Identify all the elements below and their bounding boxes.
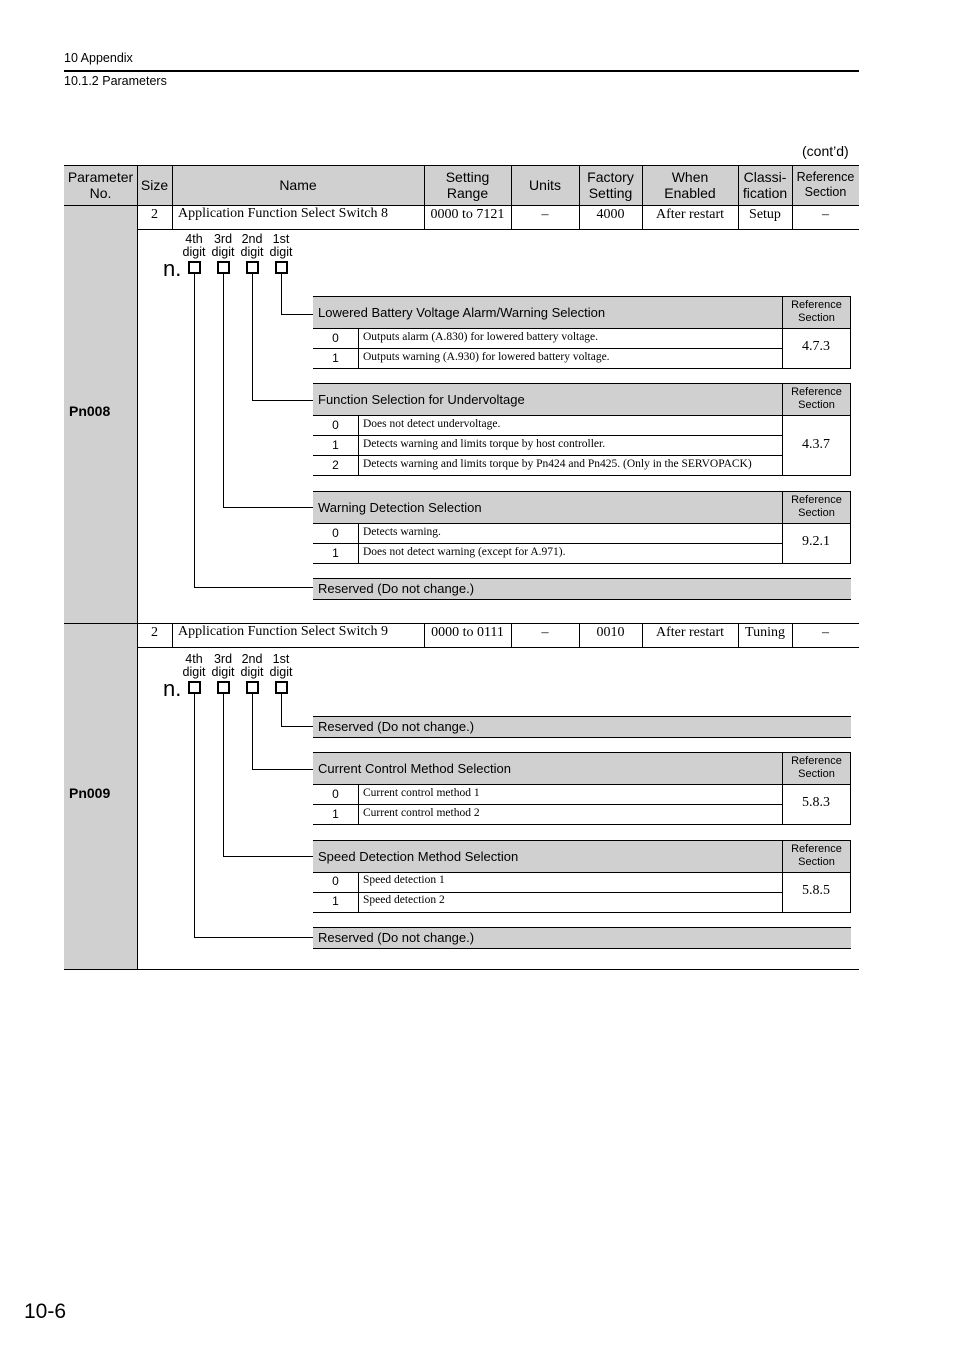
pn009-s2-title: Current Control Method Selection	[313, 752, 782, 784]
pn008-s1-opt0-num: 0	[332, 331, 339, 345]
digit-label-2nd: 2nd digit	[240, 232, 264, 259]
pn008-s1-opt0-text: Outputs alarm (A.830) for lowered battery voltage.	[363, 331, 599, 343]
digit-box-4th	[188, 261, 201, 274]
pn009-s4-title: Reserved (Do not change.)	[313, 927, 851, 948]
pn009-range: 0000 to 0111	[431, 625, 504, 640]
pn008-s3-opt0-text: Detects warning.	[363, 526, 441, 538]
pn008-units: –	[541, 207, 549, 222]
pn009-s3-opt1-text: Speed detection 2	[363, 894, 445, 906]
pn008-s2-opt0-num: 0	[332, 418, 339, 432]
param-id-pn009: Pn009	[69, 785, 111, 801]
pn008-s3-opt1-text: Does not detect warning (except for A.971).	[363, 546, 566, 558]
pn009-s3-opt0-num: 0	[332, 874, 339, 888]
pn009-s3-opt0-text: Speed detection 1	[363, 874, 445, 886]
pn008-s1-opt1-num: 1	[332, 351, 339, 365]
page-number: 10-6	[24, 1300, 67, 1323]
pn009-s1-title: Reserved (Do not change.)	[313, 716, 851, 737]
col-when-enabled: When Enabled	[664, 169, 716, 201]
digit-label-1st: 1st digit	[269, 232, 293, 259]
col-classification: Classi- fication	[742, 169, 788, 201]
col-units: Units	[529, 177, 561, 193]
pn009-s2-opt0-num: 0	[332, 787, 339, 801]
pn008-s4-title: Reserved (Do not change.)	[313, 578, 851, 599]
pn008-when: After restart	[655, 207, 725, 222]
pn009-s2-opt0-text: Current control method 1	[363, 787, 480, 799]
pn009-class: Tuning	[745, 625, 785, 640]
col-factory-setting: Factory Setting	[587, 169, 634, 201]
pn008-s2-ref-header: Reference Section	[782, 383, 851, 415]
col-param-no: Parameter No.	[67, 169, 134, 201]
digit-label-3rd: 3rd digit	[211, 652, 235, 679]
pn008-s2-opt2-num: 2	[332, 458, 339, 472]
chapter-title: 10 Appendix	[64, 51, 133, 65]
pn009-s3-opt1-num: 1	[332, 894, 339, 908]
pn008-s3-opt1-num: 1	[332, 546, 339, 560]
digit-box-4th	[188, 681, 201, 694]
digit-box-3rd	[217, 261, 230, 274]
pn008-range: 0000 to 7121	[430, 207, 505, 222]
digit-label-1st: 1st digit	[269, 652, 293, 679]
param-id-pn008: Pn008	[69, 403, 111, 419]
col-setting-range: Setting Range	[445, 169, 490, 201]
pn008-s1-title: Lowered Battery Voltage Alarm/Warning Selection	[313, 296, 782, 328]
pn008-s3-title: Warning Detection Selection	[313, 491, 782, 523]
pn008-s2-title: Function Selection for Undervoltage	[313, 383, 782, 415]
pn009-s2-ref-value: 5.8.3	[802, 795, 830, 810]
digit-box-1st	[275, 261, 288, 274]
section-title: 10.1.2 Parameters	[64, 74, 167, 88]
digit-label-2nd: 2nd digit	[240, 652, 264, 679]
pn008-s1-ref-header: Reference Section	[782, 296, 851, 328]
pn009-when: After restart	[655, 625, 725, 640]
pn008-s3-ref-header: Reference Section	[782, 491, 851, 523]
digit-label-4th: 4th digit	[182, 232, 206, 259]
pn008-factory: 4000	[596, 207, 625, 222]
digit-prefix: n.	[163, 256, 182, 281]
pn008-s1-ref-value: 4.7.3	[802, 339, 830, 354]
pn008-s3-opt0-num: 0	[332, 526, 339, 540]
digit-box-2nd	[246, 681, 259, 694]
digit-box-3rd	[217, 681, 230, 694]
digit-label-4th: 4th digit	[182, 652, 206, 679]
pn009-s3-title: Speed Detection Method Selection	[313, 840, 782, 872]
pn009-s2-opt1-num: 1	[332, 807, 339, 821]
connector-4th	[194, 694, 314, 938]
pn008-ref: –	[822, 207, 829, 222]
pn009-s2-opt1-text: Current control method 2	[363, 807, 480, 819]
pn008-s2-ref-value: 4.3.7	[802, 437, 830, 452]
col-reference: Reference Section	[796, 170, 855, 199]
pn008-s3-ref-value: 9.2.1	[802, 534, 830, 549]
pn008-s2-opt1-text: Detects warning and limits torque by host controller.	[363, 438, 606, 450]
header-rule	[64, 70, 859, 72]
param-column-bg	[64, 205, 137, 969]
pn009-name: Application Function Select Switch 9	[178, 624, 388, 639]
pn008-s2-opt2-text: Detects warning and limits torque by Pn424 and Pn425. (Only in the SERVOPACK)	[363, 458, 752, 470]
pn009-factory: 0010	[596, 625, 625, 640]
contd-label: (cont’d)	[802, 143, 849, 159]
pn009-ref: –	[822, 625, 829, 640]
pn008-class: Setup	[749, 207, 781, 222]
pn008-name: Application Function Select Switch 8	[178, 206, 388, 221]
digit-label-3rd: 3rd digit	[211, 232, 235, 259]
col-name: Name	[279, 177, 317, 193]
digit-box-1st	[275, 681, 288, 694]
pn009-size: 2	[151, 625, 158, 640]
pn008-s1-opt1-text: Outputs warning (A.930) for lowered battery voltage.	[363, 351, 610, 363]
pn008-s2-opt0-text: Does not detect undervoltage.	[363, 418, 501, 430]
pn009-s3-ref-value: 5.8.5	[802, 883, 830, 898]
digit-box-2nd	[246, 261, 259, 274]
pn008-size: 2	[151, 207, 158, 222]
digit-prefix: n.	[163, 676, 182, 701]
pn009-s3-ref-header: Reference Section	[782, 840, 851, 872]
pn009-s2-ref-header: Reference Section	[782, 752, 851, 784]
pn008-s2-opt1-num: 1	[332, 438, 339, 452]
connector-4th	[194, 274, 314, 588]
col-size: Size	[140, 177, 169, 193]
pn009-units: –	[541, 625, 549, 640]
